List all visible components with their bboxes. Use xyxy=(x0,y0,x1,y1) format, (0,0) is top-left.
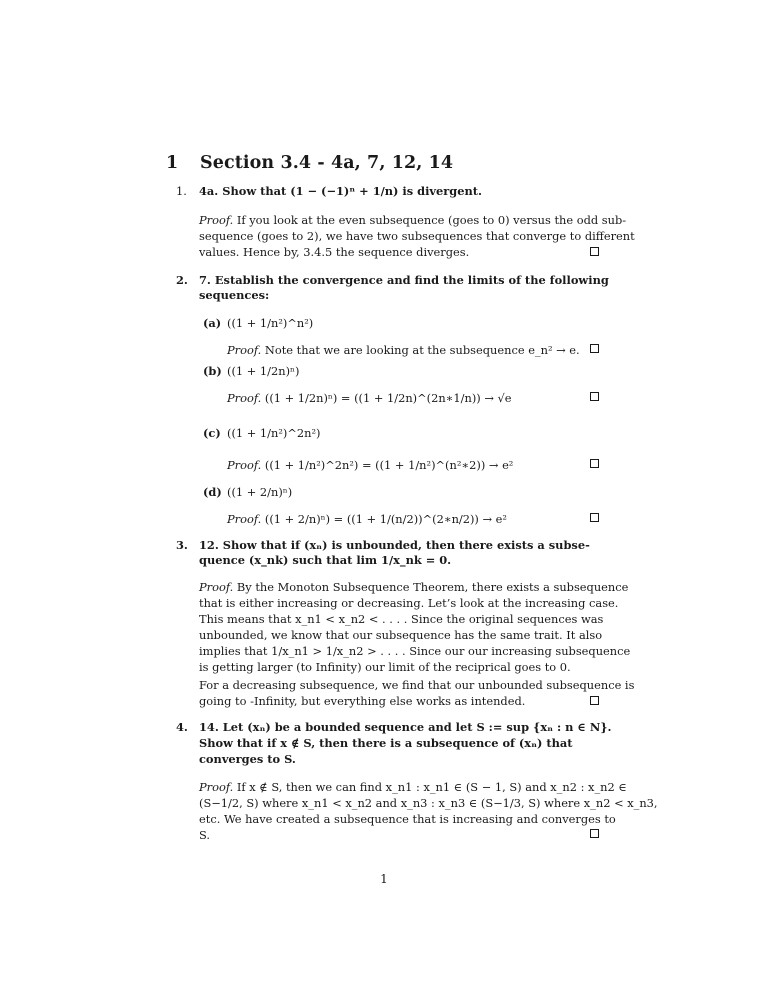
problem-2-heading-line-1: 7. Establish the convergence and find the limits of the following xyxy=(199,273,609,287)
part-d-proof: Proof. ((1 + 2/n)ⁿ) = ((1 + 1/(n/2))^(2∗n/2)) → e² xyxy=(227,512,507,526)
problem-3-heading-line-2: quence (x_nk) such that lim 1/x_nk = 0. xyxy=(199,553,452,567)
page-number: 1 xyxy=(380,872,388,886)
problem-2-heading-line-2: sequences: xyxy=(199,288,270,302)
qed-square xyxy=(590,247,599,256)
problem-1-proof-line-1: Proof. If you look at the even subsequence (goes to 0) versus the odd sub- xyxy=(199,213,627,227)
problem-3-proof-line-5: implies that 1/x_n1 > 1/x_n2 > . . . . Since our our increasing subsequence xyxy=(199,644,631,658)
part-a-label: (a) xyxy=(203,316,222,330)
section-number: 1 xyxy=(166,153,179,173)
part-d-expr: ((1 + 2/n)ⁿ) xyxy=(227,485,293,499)
problem-4-heading-line-1: 14. Let (xₙ) be a bounded sequence and let S := sup {xₙ : n ∈ N}. xyxy=(199,720,612,734)
part-c-proof: Proof. ((1 + 1/n²)^2n²) = ((1 + 1/n²)^(n²∗2)) → e² xyxy=(227,458,514,472)
problem-4-label: 4. xyxy=(176,720,188,734)
part-b-proof: Proof. ((1 + 1/2n)ⁿ) = ((1 + 1/2n)^(2n∗1/n)) → √e xyxy=(227,391,512,405)
problem-1-heading: 4a. Show that (1 − (−1)ⁿ + 1/n) is divergent. xyxy=(199,184,482,198)
problem-3-para2-line-1: For a decreasing subsequence, we find that our unbounded subsequence is xyxy=(199,678,635,692)
problem-1-label: 1. xyxy=(176,184,187,198)
part-c-label: (c) xyxy=(203,426,221,440)
part-b-expr: ((1 + 1/2n)ⁿ) xyxy=(227,364,300,378)
part-d-label: (d) xyxy=(203,485,222,499)
problem-1-proof-line-2: sequence (goes to 2), we have two subsequences that converge to different xyxy=(199,229,635,243)
problem-4-heading-line-2: Show that if x ∉ S, then there is a subsequence of (xₙ) that xyxy=(199,736,573,750)
section-heading xyxy=(166,153,453,173)
problem-3-label: 3. xyxy=(176,538,188,552)
problem-3-proof-line-4: unbounded, we know that our subsequence has the same trait. It also xyxy=(199,628,603,642)
problem-4-proof-line-3: etc. We have created a subsequence that is increasing and converges to xyxy=(199,812,616,826)
qed-square xyxy=(590,696,599,705)
part-a-expr: ((1 + 1/n²)^n²) xyxy=(227,316,314,330)
problem-2-label: 2. xyxy=(176,273,188,287)
problem-3-heading-line-1: 12. Show that if (xₙ) is unbounded, then there exists a subse- xyxy=(199,538,590,552)
problem-3-proof-line-2: that is either increasing or decreasing. Let’s look at the increasing case. xyxy=(199,596,619,610)
problem-4-proof-line-2: (S−1/2, S) where x_n1 < x_n2 and x_n3 : x_n3 ∈ (S−1/3, S) where x_n2 < x_n3, xyxy=(199,796,658,810)
problem-4-proof-line-4: S. xyxy=(199,828,211,842)
problem-3-proof-line-1: Proof. By the Monoton Subsequence Theorem, there exists a subsequence xyxy=(199,580,629,594)
part-a-proof: Proof. Note that we are looking at the subsequence e_n² → e. xyxy=(227,343,580,357)
problem-1-proof-line-3: values. Hence by, 3.4.5 the sequence diverges. xyxy=(199,245,470,259)
problem-3-proof-line-3: This means that x_n1 < x_n2 < . . . . Since the original sequences was xyxy=(199,612,604,626)
qed-square xyxy=(590,344,599,353)
qed-square xyxy=(590,459,599,468)
qed-square xyxy=(590,513,599,522)
problem-3-proof-line-6: is getting larger (to Infinity) our limit of the reciprical goes to 0. xyxy=(199,660,571,674)
qed-square xyxy=(590,392,599,401)
proof-label: Proof. xyxy=(199,213,234,227)
problem-4-proof-line-1: Proof. If x ∉ S, then we can find x_n1 : x_n1 ∈ (S − 1, S) and x_n2 : x_n2 ∈ xyxy=(199,780,627,794)
section-title: Section 3.4 - 4a, 7, 12, 14 xyxy=(200,153,454,173)
part-b-label: (b) xyxy=(203,364,222,378)
qed-square xyxy=(590,829,599,838)
problem-3-para2-line-2: going to -Infinity, but everything else works as intended. xyxy=(199,694,526,708)
part-c-expr: ((1 + 1/n²)^2n²) xyxy=(227,426,321,440)
problem-4-heading-line-3: converges to S. xyxy=(199,752,296,766)
